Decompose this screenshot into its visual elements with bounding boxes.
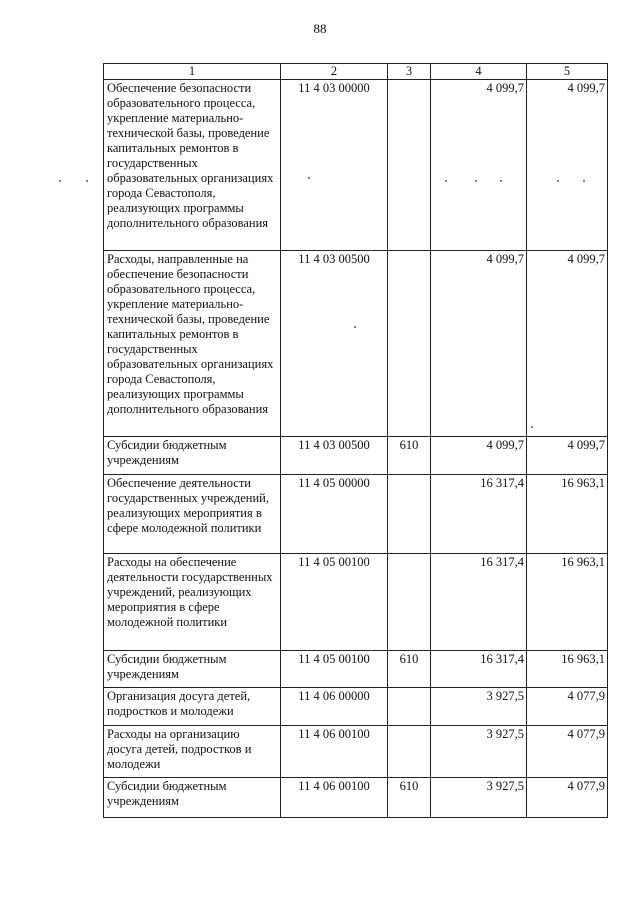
row-name: Организация досуга детей, подростков и молодежи: [104, 688, 281, 726]
header-col-2: 2: [281, 64, 388, 80]
row-amount-year2: 4 077,9: [527, 688, 608, 726]
row-code: 11 4 05 00100: [281, 554, 388, 651]
scan-speck: [445, 180, 447, 182]
row-amount-year1: 16 317,4: [431, 475, 527, 554]
row-amount-year2: 16 963,1: [527, 475, 608, 554]
row-code: 11 4 06 00100: [281, 778, 388, 818]
row-name: Субсидии бюджетным учреждениям: [104, 651, 281, 688]
row-name: Субсидии бюджетным учреждениям: [104, 778, 281, 818]
row-expense-type: 610: [388, 437, 431, 475]
scan-speck: [308, 177, 310, 179]
row-amount-year1: 3 927,5: [431, 726, 527, 778]
table-row: [104, 726, 608, 778]
row-name: Обеспечение безопасности образовательного процесса, укрепление материально-технической базы, проведение капитальных ремонтов в государственных образовательных организациях города Севастополя, реализующих программы дополнительного образования: [104, 80, 281, 251]
row-code: 11 4 03 00500: [281, 437, 388, 475]
row-amount-year2: 16 963,1: [527, 554, 608, 651]
row-expense-type: [388, 475, 431, 554]
table-row: [104, 475, 608, 554]
table-row: [104, 778, 608, 818]
row-amount-year1: 4 099,7: [431, 80, 527, 251]
scan-speck: [86, 180, 88, 182]
row-name: Обеспечение деятельности государственных учреждений, реализующих мероприятия в сфере молодежной политики: [104, 475, 281, 554]
table-header-row: [104, 64, 608, 80]
row-code: 11 4 05 00100: [281, 651, 388, 688]
row-code: 11 4 06 00000: [281, 688, 388, 726]
row-name: Расходы на организацию досуга детей, подростков и молодежи: [104, 726, 281, 778]
scan-speck: [500, 180, 502, 182]
header-col-3: 3: [388, 64, 431, 80]
row-amount-year2: 4 077,9: [527, 778, 608, 818]
row-expense-type: [388, 726, 431, 778]
row-amount-year1: 16 317,4: [431, 554, 527, 651]
table-row: [104, 251, 608, 437]
table-row: [104, 651, 608, 688]
row-amount-year1: 4 099,7: [431, 437, 527, 475]
row-amount-year1: 3 927,5: [431, 778, 527, 818]
scan-speck: [475, 180, 477, 182]
row-amount-year2: 4 077,9: [527, 726, 608, 778]
table-row: [104, 80, 608, 251]
row-code: 11 4 06 00100: [281, 726, 388, 778]
row-expense-type: [388, 688, 431, 726]
scan-speck: [59, 180, 61, 182]
row-expense-type: [388, 80, 431, 251]
scan-speck: [531, 426, 533, 428]
row-code: 11 4 03 00500: [281, 251, 388, 437]
row-name: Субсидии бюджетным учреждениям: [104, 437, 281, 475]
scan-speck: [354, 326, 356, 328]
table-row: [104, 554, 608, 651]
row-amount-year1: 16 317,4: [431, 651, 527, 688]
scan-speck: [583, 180, 585, 182]
row-code: 11 4 03 00000: [281, 80, 388, 251]
page-number: 88: [313, 21, 327, 36]
table-row: [104, 688, 608, 726]
row-amount-year2: 16 963,1: [527, 651, 608, 688]
row-name: Расходы, направленные на обеспечение безопасности образовательного процесса, укрепление материально-технической базы, проведение капитальных ремонтов в государственных образовательных организациях города Севастополя, реализующих программы дополнительного образования: [104, 251, 281, 437]
row-expense-type: [388, 554, 431, 651]
budget-table: [103, 63, 608, 818]
row-code: 11 4 05 00000: [281, 475, 388, 554]
row-amount-year1: 3 927,5: [431, 688, 527, 726]
row-amount-year2: 4 099,7: [527, 80, 608, 251]
header-col-4: 4: [431, 64, 527, 80]
row-expense-type: [388, 251, 431, 437]
header-col-1: 1: [104, 64, 281, 80]
row-amount-year1: 4 099,7: [431, 251, 527, 437]
scan-speck: [557, 180, 559, 182]
table-row: [104, 437, 608, 475]
row-amount-year2: 4 099,7: [527, 251, 608, 437]
row-amount-year2: 4 099,7: [527, 437, 608, 475]
header-col-5: 5: [527, 64, 608, 80]
row-name: Расходы на обеспечение деятельности государственных учреждений, реализующих мероприятия в сфере молодежной политики: [104, 554, 281, 651]
row-expense-type: 610: [388, 651, 431, 688]
row-expense-type: 610: [388, 778, 431, 818]
